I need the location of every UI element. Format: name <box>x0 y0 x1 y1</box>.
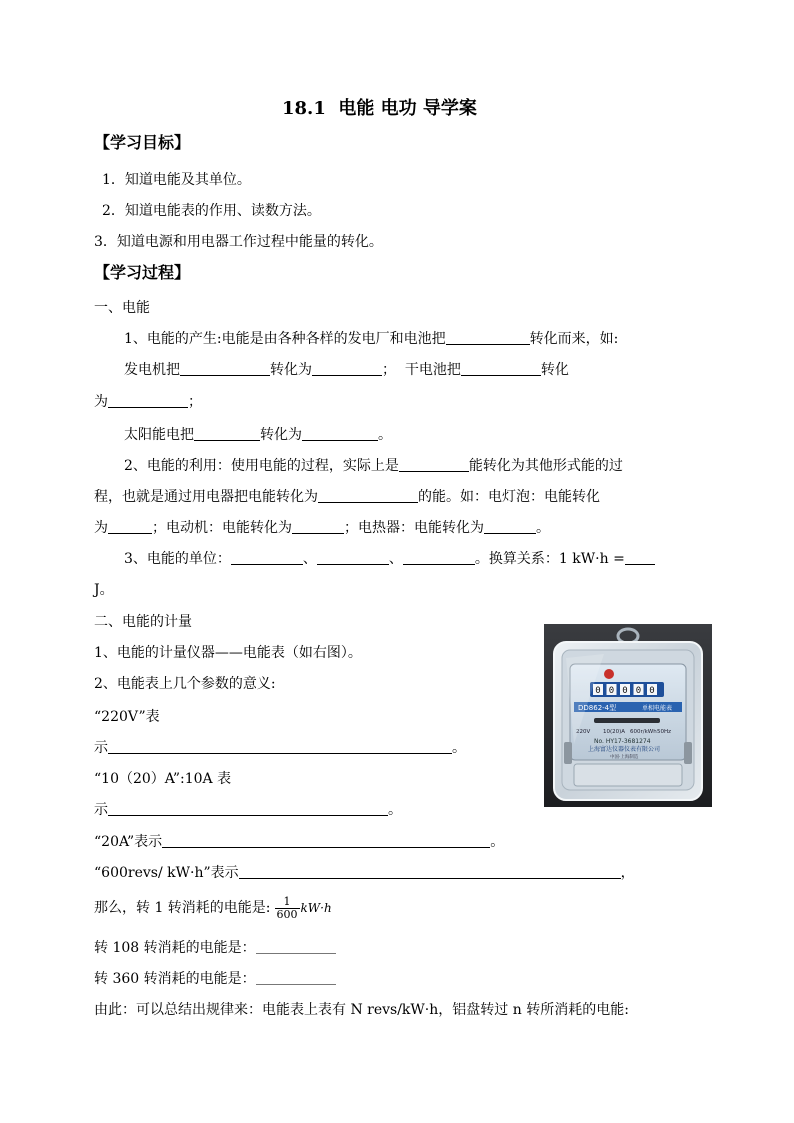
blank-unit-2[interactable] <box>317 549 389 565</box>
rev360-line: 转 360 转消耗的电能是： <box>94 969 336 989</box>
paragraph-production-line1: 1、电能的产生:电能是由各种各样的发电厂和电池把 转化而来，如: <box>124 331 619 347</box>
param-20a-line: “20A”表示 。 <box>94 834 505 850</box>
blank-motor[interactable] <box>292 518 344 534</box>
blank-lamp[interactable] <box>108 518 152 534</box>
blank-unit-1[interactable] <box>231 549 303 565</box>
meter-maker-sub: 中国·上海制造 <box>610 755 639 760</box>
meter-serial: No. HY17-3681274 <box>594 738 651 745</box>
blank-generator-from[interactable] <box>180 360 270 376</box>
meter-model: DD862-4型 <box>578 704 617 712</box>
blank-10a[interactable] <box>108 800 388 816</box>
meter-instrument-line: 1、电能的计量仪器——电能表（如右图）。 <box>94 645 362 661</box>
goal-item-3: 3．知道电源和用电器工作过程中能量的转化。 <box>94 234 383 250</box>
paragraph-production-line3: 为 ； <box>94 394 202 410</box>
meter-digit: 0 <box>635 686 642 696</box>
blank-20a[interactable] <box>162 832 490 848</box>
blank-220v[interactable] <box>108 738 452 754</box>
blank-usage-energy[interactable] <box>399 456 469 472</box>
meter-spec: 10(20)A <box>603 729 626 735</box>
blank-unit-3[interactable] <box>403 549 475 565</box>
page-title: 18.1 电能 电功 导学案 <box>282 98 477 119</box>
meter-digit: 0 <box>622 686 628 696</box>
blank-rev360[interactable] <box>256 969 336 985</box>
blank-energy-source[interactable] <box>446 329 530 345</box>
section-heading-process: 【学习过程】 <box>94 263 191 282</box>
electric-meter-image <box>544 624 712 807</box>
paragraph-production-line4: 太阳能电把 转化为 。 <box>124 427 392 443</box>
meter-maker: 上海富达仪器仪表有限公司 <box>588 746 661 753</box>
summary-line: 由此：可以总结出规律来：电能表上表有 N revs/kW·h，铝盘转过 n 转所消耗的电能: <box>94 1002 629 1018</box>
meter-spec: 50Hz <box>657 729 672 735</box>
param-10a-label: “10（20）A”:10A 表 <box>94 771 232 787</box>
rev108-line: 转 108 转消耗的电能是： <box>94 938 336 958</box>
blank-600revs[interactable] <box>239 863 621 879</box>
blank-heater[interactable] <box>484 518 536 534</box>
paragraph-units-line1: 3、电能的单位： 、 、 。换算关系：1 kW·h = <box>124 549 655 569</box>
blank-generator-to[interactable] <box>312 360 382 376</box>
paragraph-units-line2: J。 <box>94 582 114 598</box>
meter-digit: 0 <box>595 686 601 696</box>
param-10a-answer: 示 。 <box>94 802 402 818</box>
goal-item-2: 2．知道电能表的作用、读数方法。 <box>102 203 321 219</box>
meter-digit: 0 <box>608 686 615 696</box>
section-heading-goals: 【学习目标】 <box>94 133 191 152</box>
blank-conversion[interactable] <box>625 549 655 565</box>
blank-battery-to[interactable] <box>108 392 188 408</box>
part1-heading: 一、电能 <box>94 300 150 316</box>
blank-solar-from[interactable] <box>194 425 260 441</box>
paragraph-production-line2: 发电机把 转化为 ； 干电池把 转化 <box>124 362 569 378</box>
param-220v-answer: 示 。 <box>94 740 466 756</box>
meter-params-line: 2、电能表上几个参数的意义: <box>94 676 276 692</box>
fraction-1-600: $\frac{1}{600}$ <box>276 894 298 921</box>
param-600revs-line: “600revs/ kW·h”表示 ， <box>94 865 635 881</box>
meter-spec: 600r/kWh <box>630 729 657 735</box>
meter-digit: 0 <box>649 686 655 696</box>
blank-battery-from[interactable] <box>461 360 541 376</box>
blank-solar-to[interactable] <box>302 425 378 441</box>
meter-logo-icon <box>604 669 614 679</box>
paragraph-usage-line3: 为 ；电动机：电能转化为 ；电热器：电能转化为 。 <box>94 520 550 536</box>
one-rev-energy-line: 那么，转 1 转消耗的电能是: $\frac{1}{600}$ kW·h <box>94 894 332 921</box>
paragraph-usage-line2: 程，也就是通过用电器把电能转化为 的能。如：电灯泡：电能转化 <box>94 489 600 505</box>
paragraph-usage-line1: 2、电能的利用：使用电能的过程，实际上是 能转化为其他形式能的过 <box>124 458 623 474</box>
meter-brand-label: 单相电能表 <box>642 705 673 712</box>
part2-heading: 二、电能的计量 <box>94 614 192 630</box>
blank-usage-other[interactable] <box>318 487 418 503</box>
goal-item-1: 1．知道电能及其单位。 <box>102 172 251 188</box>
blank-rev108[interactable] <box>256 938 336 954</box>
meter-spec: 220V <box>576 729 591 735</box>
param-220v-label: “220V”表 <box>94 709 160 725</box>
meter-counter <box>593 684 657 696</box>
